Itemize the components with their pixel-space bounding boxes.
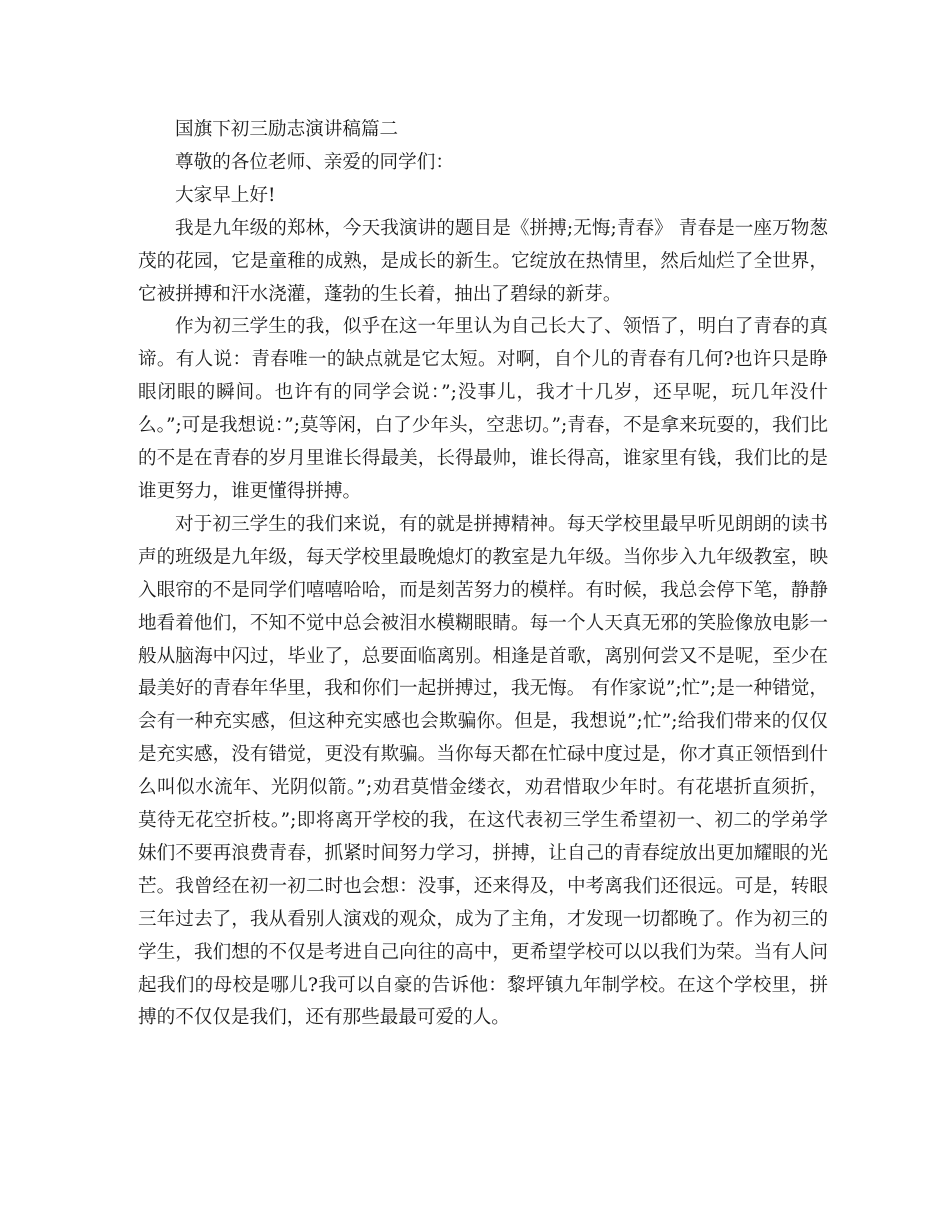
paragraph-struggle: 对于初三学生的我们来说，有的就是拼搏精神。每天学校里最早听见朗朗的读书声的班级是九年级，每天学校里最晚熄灯的教室是九年级。当你步入九年级教室，映入眼帘的不是同学们嘻嘻哈哈，而是刻苦努力的模样。有时候，我总会停下笔，静静地看着他们，不知不觉中总会被泪水模糊眼睛。每一个人天真无邪的笑脸像放电影一般从脑海中闪过，毕业了，总要面临离别。相逢是首歌，离别何尝又不是呢，至少在最美好的青春年华里，我和你们一起拼搏过，我无悔。 有作家说”;忙”;是一种错觉，会有一种充实感，但这种充实感也会欺骗你。但是，我想说”;忙”;给我们带来的仅仅是充实感，没有错觉，更没有欺骗。当你每天都在忙碌中度过是，你才真正领悟到什么叫似水流年、光阴似箭。”;劝君莫惜金缕衣，劝君惜取少年时。有花堪折直须折，莫待无花空折枝。”;即将离开学校的我，在这代表初三学生希望初一、初二的学弟学妹们不要再浪费青春，抓紧时间努力学习，拼搏，让自己的青春绽放出更加耀眼的光芒。我曾经在初一初二时也会想：没事，还来得及，中考离我们还很远。可是，转眼三年过去了，我从看别人演戏的观众，成为了主角，才发现一切都晚了。作为初三的学生，我们想的不仅是考进自己向往的高中，更希望学校可以以我们为荣。当有人问起我们的母校是哪儿?我可以自豪的告诉他：黎坪镇九年制学校。在这个学校里，拼搏的不仅仅是我们，还有那些最最可爱的人。 xyxy=(138,513,828,1029)
paragraph-list xyxy=(138,213,828,1036)
greeting: 大家早上好! xyxy=(175,184,276,206)
salutation: 尊敬的各位老师、亲爱的同学们： xyxy=(175,151,454,173)
paragraph-intro: 我是九年级的郑林，今天我演讲的题目是《拼搏;无悔;青春》 青春是一座万物葱茂的花园，它是童稚的成熟，是成长的新生。它绽放在热情里，然后灿烂了全世界，它被拼搏和汗水浇灌，蓬勃的生长着，抽出了碧绿的新芽。 xyxy=(138,217,828,305)
paragraph-youth: 作为初三学生的我，似乎在这一年里认为自己长大了、领悟了，明白了青春的真谛。有人说：青春唯一的缺点就是它太短。对啊，自个儿的青春有几何?也许只是睁眼闭眼的瞬间。也许有的同学会说：”;没事儿，我才十几岁，还早呢，玩几年没什么。”;可是我想说：”;莫等闲，白了少年头，空悲切。”;青春，不是拿来玩耍的，我们比的不是在青春的岁月里谁长得最美，长得最帅，谁长得高，谁家里有钱，我们比的是谁更努力，谁更懂得拼搏。 xyxy=(138,316,828,502)
document-title: 国旗下初三励志演讲稿篇二 xyxy=(175,119,399,140)
document-body xyxy=(138,114,828,1035)
